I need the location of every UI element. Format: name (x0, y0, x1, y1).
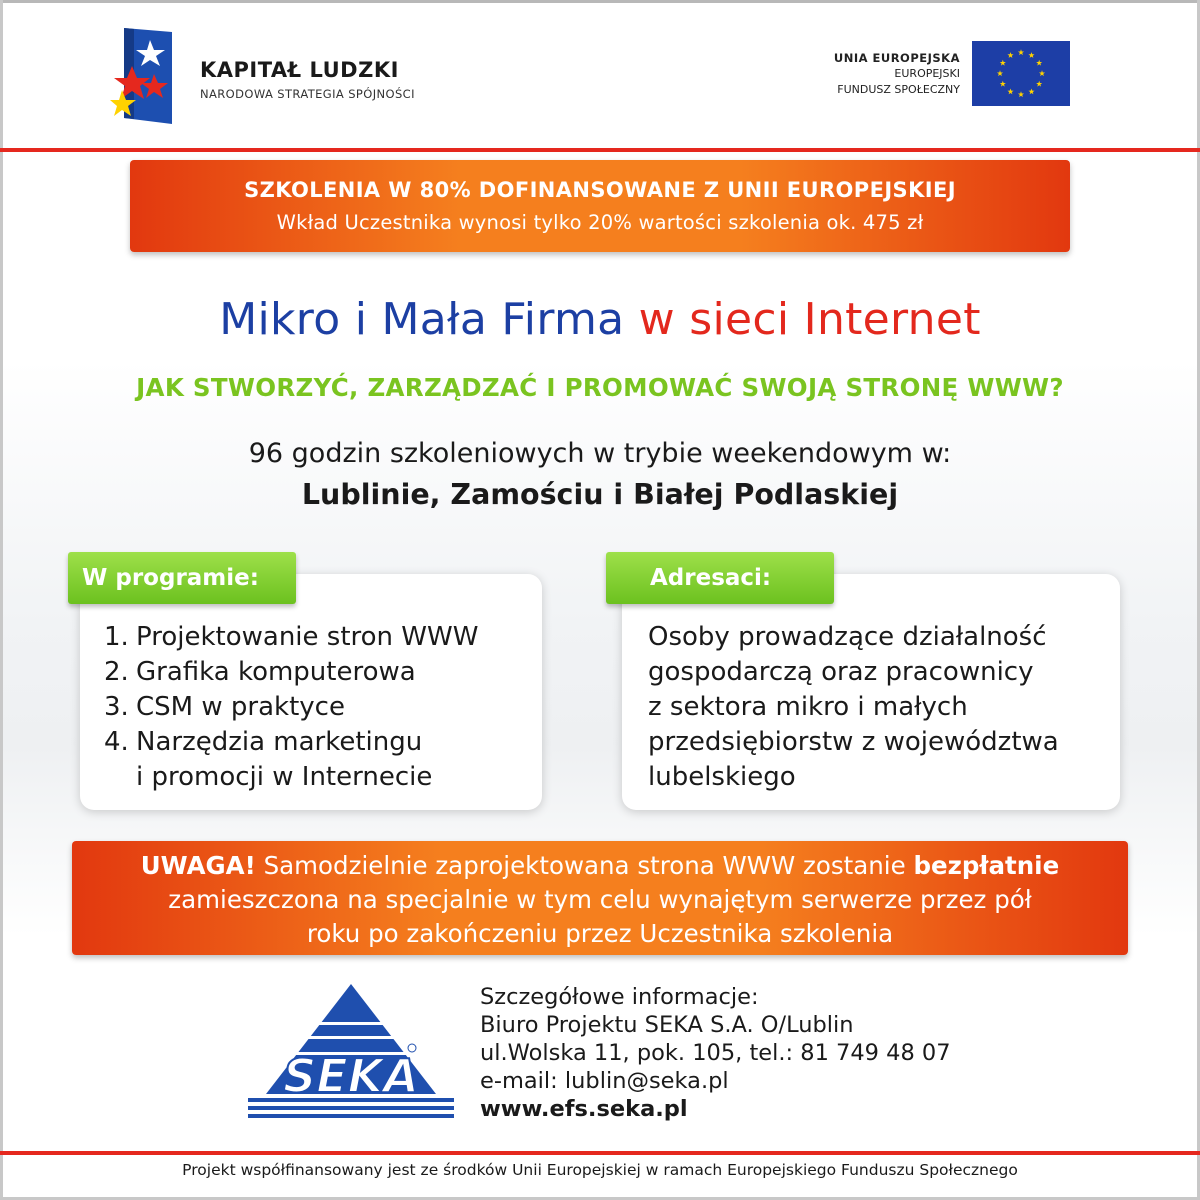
funding-headline: SZKOLENIA W 80% DOFINANSOWANE Z UNII EUROPEJSKIEJ (244, 178, 956, 202)
warning-bold-word: bezpłatnie (913, 851, 1060, 880)
efs-label-2: FUNDUSZ SPOŁECZNY (837, 83, 960, 96)
footer-text: Projekt współfinansowany jest ze środków Unii Europejskiej w ramach Europejskiego Funduszu Społecznego (182, 1161, 1018, 1179)
cities-line: Lublinie, Zamościu i Białej Podlaskiej (301, 478, 899, 511)
audience-text (648, 620, 1108, 795)
contact-office: Biuro Projektu SEKA S.A. O/Lublin (480, 1012, 854, 1038)
funding-subline: Wkład Uczestnika wynosi tylko 20% wartości szkolenia ok. 475 zł (276, 211, 924, 234)
headline-red-part: w sieci Internet (638, 294, 981, 345)
warning-banner (72, 841, 1128, 955)
audience-line: przedsiębiorstw z województwa (648, 727, 1059, 757)
footer-divider (0, 1151, 1200, 1155)
warning-label: UWAGA! (140, 851, 256, 880)
subheadline: JAK STWORZYĆ, ZARZĄDZAĆ I PROMOWAĆ SWOJĄ STRONĘ WWW? (136, 373, 1064, 402)
audience-tab: Adresaci: (606, 552, 834, 604)
warning-line-1: UWAGA! Samodzielnie zaprojektowana strona WWW zostanie bezpłatnie (140, 851, 1060, 880)
list-item: 4. Narzędzia marketingu (104, 727, 423, 757)
seka-logo-text: SEKA (283, 1049, 419, 1103)
seka-logo (248, 984, 454, 1120)
eu-text (834, 50, 960, 98)
contact-info (480, 983, 951, 1123)
eu-flag-icon (972, 41, 1070, 106)
warning-line-2: zamieszczona na specjalnie w tym celu wynajętym serwerze przez pół (168, 885, 1032, 914)
audience-line: Osoby prowadzące działalność (648, 622, 1047, 652)
warning-line-3: roku po zakończeniu przez Uczestnika szkolenia (306, 919, 894, 948)
program-list (104, 620, 478, 795)
efs-label-1: EUROPEJSKI (894, 67, 960, 80)
hours-line: 96 godzin szkoleniowych w trybie weekendowym w: (248, 438, 952, 469)
list-item: 3. CSM w praktyce (104, 692, 345, 722)
contact-email: e-mail: lublin@seka.pl (480, 1068, 729, 1094)
kapital-ludzki-logo (110, 28, 176, 124)
list-item: 1. Projektowanie stron WWW (104, 622, 479, 652)
list-item: 2. Grafika komputerowa (104, 657, 416, 687)
frame-top (0, 0, 1200, 3)
audience-line: z sektora mikro i małych (648, 692, 968, 722)
headline-blue-part: Mikro i Mała Firma (219, 294, 625, 345)
list-item: i promocji w Internecie (136, 762, 433, 792)
eu-label: UNIA EUROPEJSKA (833, 51, 960, 65)
contact-address: ul.Wolska 11, pok. 105, tel.: 81 749 48 07 (480, 1040, 951, 1066)
main-headline (0, 294, 1200, 345)
header-divider (0, 148, 1200, 152)
frame-left (0, 0, 3, 1200)
program-tab: W programie: (68, 552, 296, 604)
audience-line: lubelskiego (648, 762, 796, 792)
kapital-ludzki-subtitle: NARODOWA STRATEGIA SPÓJNOŚCI (200, 87, 415, 101)
contact-website: www.efs.seka.pl (480, 1096, 688, 1122)
funding-banner (130, 160, 1070, 252)
audience-line: gospodarczą oraz pracownicy (648, 657, 1034, 687)
contact-heading: Szczegółowe informacje: (480, 984, 759, 1010)
kapital-ludzki-title: KAPITAŁ LUDZKI (200, 58, 399, 82)
